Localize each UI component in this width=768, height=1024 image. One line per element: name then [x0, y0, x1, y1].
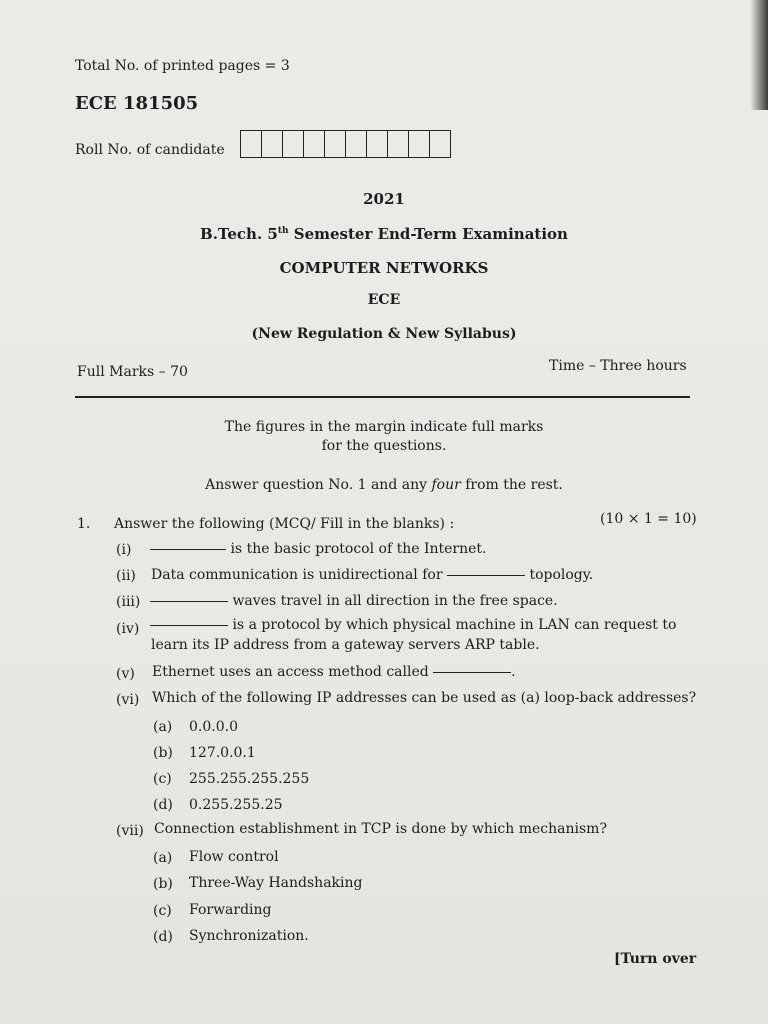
item-iv-line2: learn its IP address from a gateway servers ARP table. [151, 637, 540, 653]
option-text[interactable]: Flow control [189, 849, 279, 865]
option-text[interactable]: 0.0.0.0 [189, 719, 238, 735]
question-marks: (10 × 1 = 10) [600, 511, 697, 527]
option-text[interactable]: 127.0.0.1 [189, 745, 256, 761]
option-label: (a) [153, 850, 173, 866]
option-label: (b) [153, 745, 173, 761]
item-label: (vi) [116, 692, 140, 708]
item-ii: Data communication is unidirectional for topology. [151, 567, 594, 583]
item-label: (ii) [116, 568, 136, 584]
option-label: (c) [153, 771, 172, 787]
answer-instruction: Answer question No. 1 and any four from the rest. [205, 477, 563, 493]
item-label: (i) [116, 542, 132, 558]
fill-blank[interactable] [150, 601, 228, 602]
instruction-line-2: for the questions. [321, 438, 447, 454]
option-label: (d) [153, 929, 173, 945]
option-label: (c) [153, 903, 172, 919]
fill-blank[interactable] [433, 672, 511, 673]
item-v: Ethernet uses an access method called . [152, 664, 516, 680]
total-pages: Total No. of printed pages = 3 [75, 58, 290, 74]
item-label: (iv) [116, 621, 140, 637]
option-text[interactable]: Synchronization. [189, 928, 309, 944]
option-text[interactable]: 0.255.255.25 [189, 797, 283, 813]
item-label: (vii) [116, 823, 144, 839]
item-label: (v) [116, 666, 135, 682]
fill-blank[interactable] [447, 575, 525, 576]
item-label: (iii) [116, 594, 141, 610]
header-divider [75, 396, 690, 398]
subject-title: COMPUTER NETWORKS [279, 259, 489, 277]
item-iv-line1: is a protocol by which physical machine in LAN can request to [150, 617, 676, 633]
question-number: 1. [77, 516, 91, 532]
page-edge-shadow [750, 0, 768, 110]
roll-number-boxes[interactable] [240, 130, 451, 161]
roll-label: Roll No. of candidate [75, 142, 225, 158]
exam-year: 2021 [363, 190, 405, 208]
fill-blank[interactable] [150, 549, 226, 550]
time-allowed: Time – Three hours [549, 358, 687, 374]
item-vi: Which of the following IP addresses can be used as (a) loop-back addresses? [152, 690, 697, 706]
option-text[interactable]: 255.255.255.255 [189, 771, 310, 787]
branch: ECE [367, 292, 401, 308]
instruction-line-1: The figures in the margin indicate full marks [224, 419, 544, 435]
turn-over-note: [Turn over [614, 951, 697, 967]
item-iii: waves travel in all direction in the free space. [150, 593, 558, 609]
full-marks: Full Marks – 70 [77, 364, 188, 380]
fill-blank[interactable] [150, 625, 228, 626]
option-text[interactable]: Three-Way Handshaking [189, 875, 363, 891]
option-text[interactable]: Forwarding [189, 902, 272, 918]
regulation: (New Regulation & New Syllabus) [251, 326, 517, 342]
course-code: ECE 181505 [75, 93, 199, 114]
item-i: is the basic protocol of the Internet. [150, 541, 487, 557]
option-label: (a) [153, 719, 173, 735]
question-text: Answer the following (MCQ/ Fill in the blanks) : [114, 516, 455, 532]
option-label: (d) [153, 797, 173, 813]
item-vii: Connection establishment in TCP is done by which mechanism? [154, 821, 607, 837]
exam-title: B.Tech. 5th Semester End-Term Examination [200, 225, 568, 243]
option-label: (b) [153, 876, 173, 892]
